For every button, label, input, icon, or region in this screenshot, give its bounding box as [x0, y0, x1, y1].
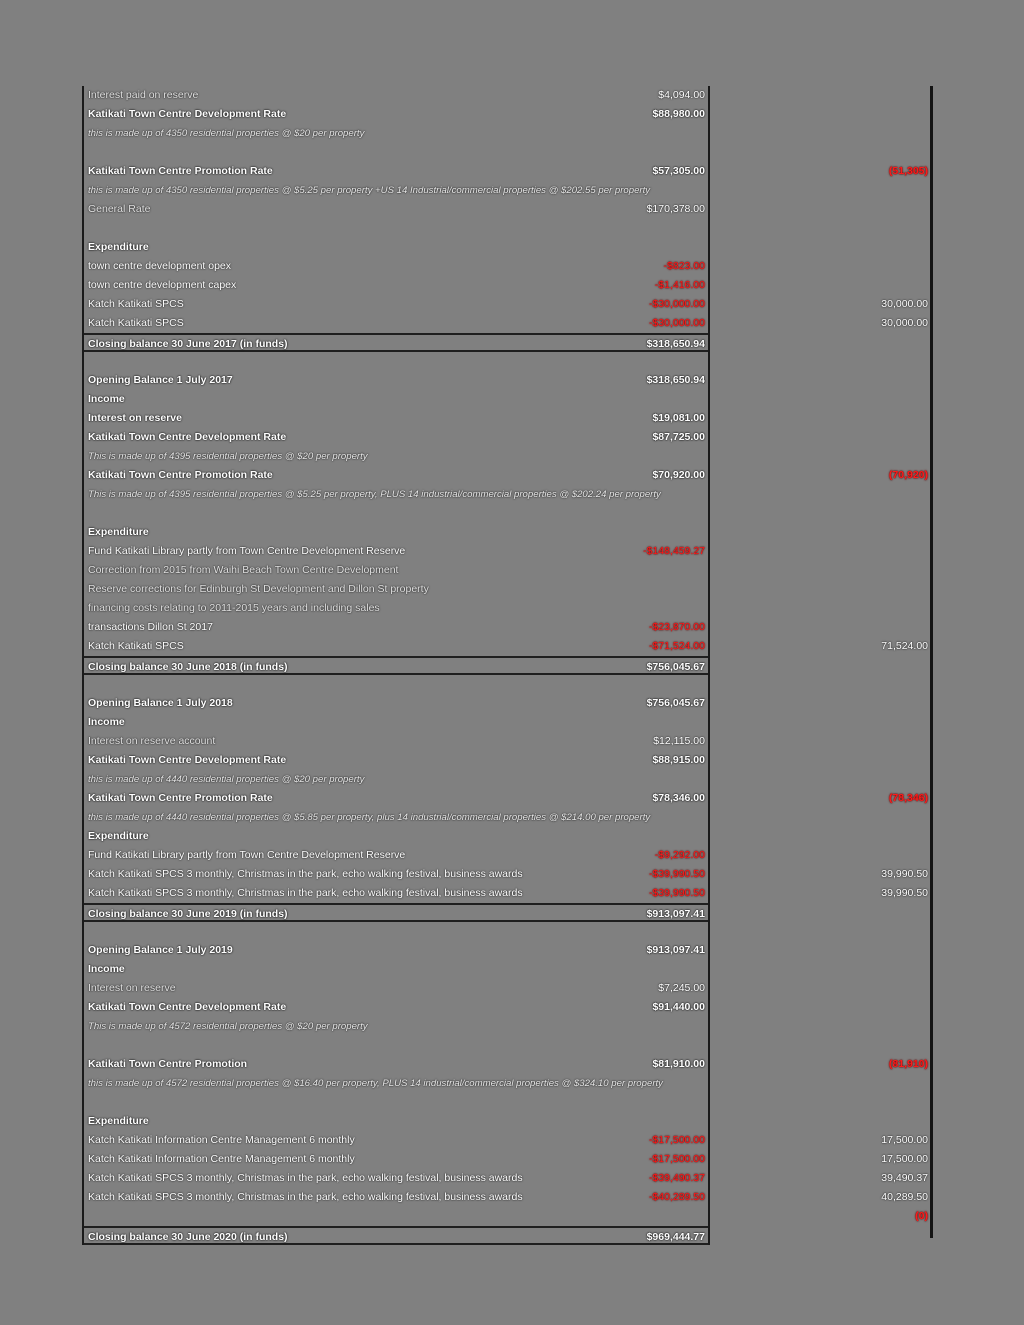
row-amount: -$1,416.00 — [654, 279, 705, 291]
row-amount: $87,725.00 — [652, 431, 705, 443]
row-label: Katch Katikati SPCS — [88, 317, 184, 329]
right-column-value: 39,990.50 — [881, 868, 928, 880]
row-amount: $91,440.00 — [652, 1001, 705, 1013]
row-label: This is made up of 4395 residential properties @ $20 per property — [88, 451, 368, 462]
table-row — [84, 1055, 708, 1074]
right-column-value — [760, 1226, 936, 1245]
right-column-value — [760, 181, 936, 200]
table-row — [84, 485, 708, 504]
row-label: Katikati Town Centre Promotion Rate — [88, 792, 273, 804]
row-amount: $913,097.41 — [646, 908, 705, 920]
right-column-value — [760, 276, 936, 295]
table-row — [84, 257, 708, 276]
row-amount: $57,305.00 — [652, 165, 705, 177]
table-row — [84, 162, 708, 181]
table-row — [84, 960, 708, 979]
right-column-value: 71,524.00 — [881, 640, 928, 652]
right-column-value — [760, 485, 936, 504]
table-row — [84, 751, 708, 770]
row-label: Katch Katikati SPCS 3 monthly, Christmas in the park, echo walking festival, business awards — [88, 887, 523, 899]
row-label: Expenditure — [88, 1115, 149, 1127]
right-vertical-rule — [930, 86, 933, 1238]
right-column-value — [760, 542, 936, 561]
table-row — [84, 276, 708, 295]
row-label: Katch Katikati SPCS — [88, 298, 184, 310]
row-label: town centre development opex — [88, 260, 232, 272]
table-row — [84, 504, 708, 523]
table-row — [84, 941, 708, 960]
table-row — [84, 200, 708, 219]
table-row — [84, 732, 708, 751]
row-label: Katch Katikati SPCS 3 monthly, Christmas in the park, echo walking festival, business awards — [88, 1191, 523, 1203]
right-column-value — [760, 732, 936, 751]
right-column-value — [760, 903, 936, 922]
table-row — [84, 770, 708, 789]
row-label: Katikati Town Centre Promotion — [88, 1058, 248, 1070]
row-label: This is made up of 4572 residential properties @ $20 per property — [88, 1021, 368, 1032]
row-label: Income — [88, 716, 125, 728]
right-column-value — [760, 124, 936, 143]
row-label: Expenditure — [88, 241, 149, 253]
row-amount: -$40,289.50 — [648, 1191, 705, 1203]
table-row — [84, 1169, 708, 1188]
row-label: Expenditure — [88, 830, 149, 842]
table-row — [84, 333, 708, 352]
row-label: Katch Katikati Information Centre Management 6 monthly — [88, 1134, 355, 1146]
row-label: Opening Balance 1 July 2018 — [88, 697, 233, 709]
table-row — [84, 675, 708, 694]
table-row — [84, 428, 708, 447]
table-row — [84, 1188, 708, 1207]
row-label: transactions Dillon St 2017 — [88, 621, 213, 633]
table-row — [84, 789, 708, 808]
right-column-value — [760, 979, 936, 998]
table-row — [84, 656, 708, 675]
row-label: this is made up of 4440 residential properties @ $20 per property — [88, 774, 365, 785]
right-column-value — [760, 200, 936, 219]
right-column-value — [760, 371, 936, 390]
row-amount: -$17,500.00 — [648, 1153, 705, 1165]
right-column-value: (51,305) — [888, 165, 928, 177]
right-column-value — [760, 599, 936, 618]
row-label: Interest on reserve account — [88, 735, 216, 747]
right-column-value — [760, 675, 936, 694]
table-row — [84, 1207, 708, 1226]
right-column-value — [760, 770, 936, 789]
right-column-value: 30,000.00 — [881, 298, 928, 310]
row-label: financing costs relating to 2011-2015 years and including sales — [88, 602, 380, 614]
table-row — [84, 1150, 708, 1169]
table-row — [84, 694, 708, 713]
row-label: Opening Balance 1 July 2017 — [88, 374, 233, 386]
table-row — [84, 352, 708, 371]
row-label: Katikati Town Centre Development Rate — [88, 1001, 287, 1013]
row-label: General Rate — [88, 203, 151, 215]
row-label: Katikati Town Centre Promotion Rate — [88, 165, 273, 177]
row-amount: $19,081.00 — [652, 412, 705, 424]
right-column-value: 17,500.00 — [881, 1153, 928, 1165]
row-label: Katch Katikati SPCS 3 monthly, Christmas in the park, echo walking festival, business awards — [88, 1172, 523, 1184]
right-column-value: (81,910) — [888, 1058, 928, 1070]
row-label: Closing balance 30 June 2020 (in funds) — [88, 1231, 288, 1243]
table-row — [84, 998, 708, 1017]
table-row — [84, 390, 708, 409]
row-amount: $756,045.67 — [646, 661, 705, 673]
right-column-value — [760, 1074, 936, 1093]
right-column-value — [760, 428, 936, 447]
row-amount: $78,346.00 — [652, 792, 705, 804]
row-label: Fund Katikati Library partly from Town Centre Development Reserve — [88, 545, 406, 557]
row-label: Opening Balance 1 July 2019 — [88, 944, 233, 956]
right-column-value: 30,000.00 — [881, 317, 928, 329]
row-amount: $7,245.00 — [658, 982, 705, 994]
table-row — [84, 314, 708, 333]
right-column-value: 39,990.50 — [881, 887, 928, 899]
row-amount: -$30,000.00 — [648, 317, 705, 329]
table-row — [84, 143, 708, 162]
row-label: Closing balance 30 June 2019 (in funds) — [88, 908, 288, 920]
row-amount: $318,650.94 — [646, 374, 705, 386]
right-annotation-column — [760, 86, 936, 1245]
table-row — [84, 580, 708, 599]
table-row — [84, 884, 708, 903]
right-column-value — [760, 333, 936, 352]
table-row — [84, 1093, 708, 1112]
table-row — [84, 105, 708, 124]
table-row — [84, 371, 708, 390]
right-column-value — [760, 694, 936, 713]
row-label: this is made up of 4350 residential properties @ $20 per property — [88, 128, 365, 139]
table-row — [84, 1131, 708, 1150]
row-label: This is made up of 4395 residential properties @ $5.25 per property, PLUS 14 industrial/commercial properties @ $202.24 per property — [88, 489, 661, 500]
right-column-value — [760, 580, 936, 599]
table-row — [84, 124, 708, 143]
table-row — [84, 409, 708, 428]
row-label: Income — [88, 963, 125, 975]
table-row — [84, 922, 708, 941]
table-row — [84, 1017, 708, 1036]
table-row — [84, 637, 708, 656]
row-label: Closing balance 30 June 2018 (in funds) — [88, 661, 288, 673]
right-column-value — [760, 238, 936, 257]
right-column-value — [760, 960, 936, 979]
row-label: Interest on reserve — [88, 412, 182, 424]
table-row — [84, 865, 708, 884]
row-label: Katch Katikati SPCS — [88, 640, 184, 652]
row-label: this is made up of 4350 residential properties @ $5.25 per property +US 14 Industrial/commercial properties @ $202.55 per property — [88, 185, 651, 196]
row-amount: -$823.00 — [663, 260, 705, 272]
row-label: this is made up of 4572 residential properties @ $16.40 per property, PLUS 14 industrial/commercial properties @ $324.10 per property — [88, 1078, 663, 1089]
table-row — [84, 827, 708, 846]
right-column-value — [760, 390, 936, 409]
right-column-value — [760, 1112, 936, 1131]
table-row — [84, 523, 708, 542]
row-amount: $70,920.00 — [652, 469, 705, 481]
right-column-value — [760, 105, 936, 124]
right-column-value — [760, 219, 936, 238]
right-column-value — [760, 409, 936, 428]
right-column-value — [760, 808, 936, 827]
right-column-value — [760, 257, 936, 276]
right-column-value: 39,490.37 — [881, 1172, 928, 1184]
table-row — [84, 979, 708, 998]
right-column-value: 40,289.50 — [881, 1191, 928, 1203]
right-column-value: 17,500.00 — [881, 1134, 928, 1146]
right-column-value: (0) — [915, 1210, 928, 1222]
row-label: Interest paid on reserve — [88, 89, 199, 101]
right-column-value — [760, 561, 936, 580]
row-label: Income — [88, 393, 125, 405]
table-row — [84, 1036, 708, 1055]
table-row — [84, 466, 708, 485]
table-row — [84, 219, 708, 238]
row-amount: -$148,459.27 — [643, 545, 705, 557]
right-column-value — [760, 618, 936, 637]
row-amount: $170,378.00 — [646, 203, 705, 215]
table-row — [84, 295, 708, 314]
right-column-value — [760, 1017, 936, 1036]
table-row — [84, 1074, 708, 1093]
row-label: Katikati Town Centre Promotion Rate — [88, 469, 273, 481]
row-label: Fund Katikati Library partly from Town Centre Development Reserve — [88, 849, 406, 861]
row-amount: -$30,000.00 — [648, 298, 705, 310]
row-label: this is made up of 4440 residential properties @ $5.85 per property, plus 14 industrial/commercial properties @ $214.00 per property — [88, 812, 651, 823]
right-column-value — [760, 504, 936, 523]
table-row — [84, 599, 708, 618]
table-row — [84, 1112, 708, 1131]
row-label: Katikati Town Centre Development Rate — [88, 108, 287, 120]
row-amount: $81,910.00 — [652, 1058, 705, 1070]
row-amount: $318,650.94 — [646, 338, 705, 350]
row-label: Katikati Town Centre Development Rate — [88, 431, 287, 443]
row-amount: -$39,990.50 — [648, 868, 705, 880]
right-column-value — [760, 713, 936, 732]
row-amount: $4,094.00 — [658, 89, 705, 101]
row-amount: -$17,500.00 — [648, 1134, 705, 1146]
row-label: town centre development capex — [88, 279, 237, 291]
row-label: Closing balance 30 June 2017 (in funds) — [88, 338, 288, 350]
right-column-value — [760, 751, 936, 770]
table-row — [84, 808, 708, 827]
right-column-value — [760, 998, 936, 1017]
row-amount: -$39,490.37 — [648, 1172, 705, 1184]
row-label: Katikati Town Centre Development Rate — [88, 754, 287, 766]
row-label: Katch Katikati Information Centre Management 6 monthly — [88, 1153, 355, 1165]
right-column-value: (70,920) — [888, 469, 928, 481]
row-amount: $969,444.77 — [646, 1231, 705, 1243]
table-row — [84, 846, 708, 865]
row-label: Interest on reserve — [88, 982, 176, 994]
row-label: Reserve corrections for Edinburgh St Development and Dillon St property — [88, 583, 429, 595]
right-column-value — [760, 143, 936, 162]
row-amount: $913,097.41 — [646, 944, 705, 956]
right-column-value: (78,346) — [888, 792, 928, 804]
table-row — [84, 181, 708, 200]
right-column-value — [760, 827, 936, 846]
table-row — [84, 86, 708, 105]
right-column-value — [760, 447, 936, 466]
right-column-value — [760, 941, 936, 960]
row-amount: $12,115.00 — [653, 735, 705, 747]
right-column-value — [760, 352, 936, 371]
table-row — [84, 561, 708, 580]
row-amount: -$23,870.00 — [648, 621, 705, 633]
row-label: Expenditure — [88, 526, 149, 538]
table-row — [84, 903, 708, 922]
right-column-value — [760, 656, 936, 675]
table-row — [84, 238, 708, 257]
right-column-value — [760, 1036, 936, 1055]
row-amount: -$9,292.00 — [654, 849, 705, 861]
right-column-value — [760, 846, 936, 865]
row-amount: -$71,524.00 — [648, 640, 705, 652]
row-amount: $88,915.00 — [652, 754, 705, 766]
table-row — [84, 542, 708, 561]
right-column-value — [760, 86, 936, 105]
row-label: Correction from 2015 from Waihi Beach Town Centre Development — [88, 564, 399, 576]
right-column-value — [760, 922, 936, 941]
row-amount: $88,980.00 — [652, 108, 705, 120]
row-amount: -$39,990.50 — [648, 887, 705, 899]
row-label: Katch Katikati SPCS 3 monthly, Christmas in the park, echo walking festival, business awards — [88, 868, 523, 880]
right-column-value — [760, 1093, 936, 1112]
table-row — [84, 618, 708, 637]
row-amount: $756,045.67 — [646, 697, 705, 709]
reserve-statement-table — [82, 86, 710, 1245]
table-row — [84, 713, 708, 732]
table-row — [84, 1226, 708, 1245]
right-column-value — [760, 523, 936, 542]
table-row — [84, 447, 708, 466]
